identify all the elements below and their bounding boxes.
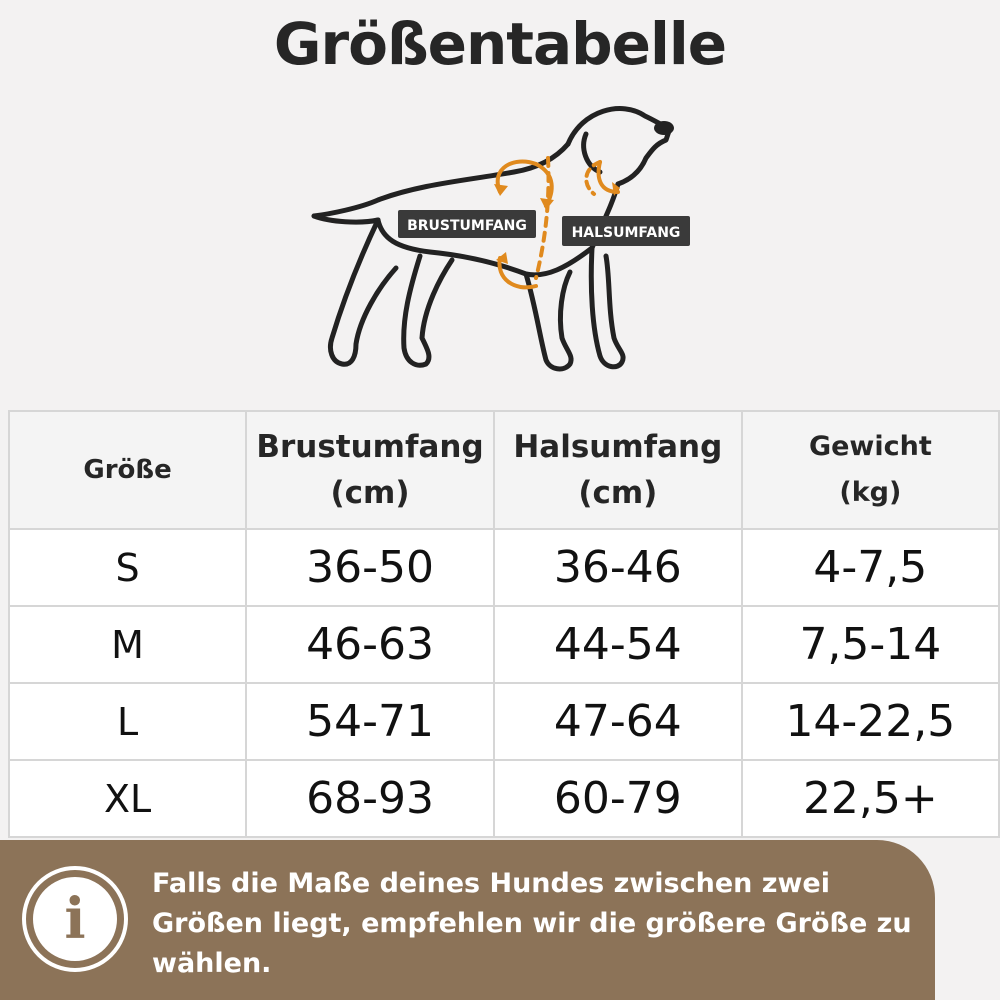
neck-cell: 60-79: [494, 760, 742, 837]
size-cell: S: [9, 529, 246, 606]
info-banner: [0, 840, 935, 1000]
weight-cell: 22,5+: [742, 760, 999, 837]
info-icon: i: [22, 866, 128, 972]
chest-cell: 68-93: [246, 760, 494, 837]
table-row: [9, 529, 999, 606]
table-row: [9, 606, 999, 683]
size-chart-table: [8, 410, 1000, 838]
weight-cell: 4-7,5: [742, 529, 999, 606]
table-row: [9, 760, 999, 837]
table-row: [9, 683, 999, 760]
info-text: Falls die Maße deines Hundes zwischen zwei Größen liegt, empfehlen wir die größere Größe zu wählen.: [152, 868, 912, 979]
header-weight: Gewicht (kg): [742, 411, 999, 529]
chest-measure-label: BRUSTUMFANG: [407, 218, 527, 234]
weight-cell: 7,5-14: [742, 606, 999, 683]
size-cell: XL: [9, 760, 246, 837]
neck-cell: 44-54: [494, 606, 742, 683]
neck-cell: 36-46: [494, 529, 742, 606]
weight-cell: 14-22,5: [742, 683, 999, 760]
header-neck: Halsumfang (cm): [494, 411, 742, 529]
page-title: Größentabelle: [273, 10, 727, 78]
dog-measurement-illustration: [300, 88, 720, 408]
size-cell: L: [9, 683, 246, 760]
header-size: Größe: [9, 411, 246, 529]
size-cell: M: [9, 606, 246, 683]
neck-measure-label: HALSUMFANG: [571, 225, 681, 241]
chest-cell: 54-71: [246, 683, 494, 760]
chest-cell: 36-50: [246, 529, 494, 606]
neck-cell: 47-64: [494, 683, 742, 760]
table-header-row: [9, 411, 999, 529]
chest-cell: 46-63: [246, 606, 494, 683]
header-chest: Brustumfang (cm): [246, 411, 494, 529]
